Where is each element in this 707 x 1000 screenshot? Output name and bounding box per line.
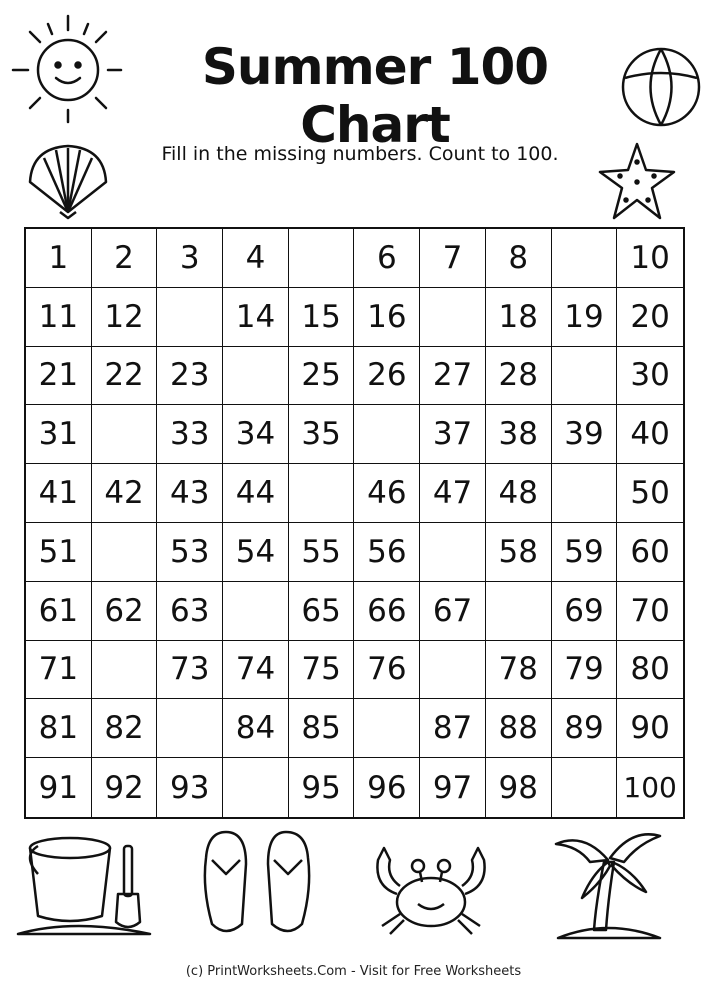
number-cell: 12 <box>92 288 158 347</box>
number-cell: 74 <box>223 641 289 700</box>
number-cell: 22 <box>92 347 158 406</box>
number-cell: 21 <box>26 347 92 406</box>
number-cell: 16 <box>354 288 420 347</box>
number-cell: 23 <box>157 347 223 406</box>
footer-credit: (c) PrintWorksheets.Com - Visit for Free Worksheets <box>185 964 522 979</box>
number-cell: 56 <box>354 523 420 582</box>
number-cell: 80 <box>617 641 683 700</box>
number-cell: 3 <box>157 229 223 288</box>
number-cell: 39 <box>552 405 618 464</box>
blank-cell[interactable] <box>420 288 486 347</box>
number-cell: 20 <box>617 288 683 347</box>
number-cell: 62 <box>92 582 158 641</box>
blank-cell[interactable] <box>552 229 618 288</box>
palm-tree-island-icon <box>548 822 668 944</box>
number-cell: 85 <box>289 699 355 758</box>
number-cell: 93 <box>157 758 223 817</box>
number-cell: 53 <box>157 523 223 582</box>
number-cell: 96 <box>354 758 420 817</box>
blank-cell[interactable] <box>289 464 355 523</box>
number-cell: 59 <box>552 523 618 582</box>
number-cell: 88 <box>486 699 552 758</box>
sun-icon <box>8 10 126 125</box>
blank-cell[interactable] <box>289 229 355 288</box>
number-cell: 6 <box>354 229 420 288</box>
number-cell: 42 <box>92 464 158 523</box>
number-cell: 73 <box>157 641 223 700</box>
number-cell: 71 <box>26 641 92 700</box>
blank-cell[interactable] <box>157 288 223 347</box>
number-cell: 54 <box>223 523 289 582</box>
number-cell: 48 <box>486 464 552 523</box>
number-cell: 37 <box>420 405 486 464</box>
number-cell: 89 <box>552 699 618 758</box>
number-cell: 14 <box>223 288 289 347</box>
number-cell: 25 <box>289 347 355 406</box>
blank-cell[interactable] <box>354 405 420 464</box>
hundred-chart-grid <box>24 227 685 819</box>
number-cell: 46 <box>354 464 420 523</box>
number-cell: 28 <box>486 347 552 406</box>
blank-cell[interactable] <box>552 464 618 523</box>
number-cell: 18 <box>486 288 552 347</box>
number-cell: 91 <box>26 758 92 817</box>
number-cell: 7 <box>420 229 486 288</box>
number-cell: 34 <box>223 405 289 464</box>
number-cell: 65 <box>289 582 355 641</box>
blank-cell[interactable] <box>486 582 552 641</box>
blank-cell[interactable] <box>92 523 158 582</box>
crab-icon <box>364 836 498 938</box>
number-cell: 11 <box>26 288 92 347</box>
number-cell: 10 <box>617 229 683 288</box>
number-cell: 38 <box>486 405 552 464</box>
number-cell: 75 <box>289 641 355 700</box>
number-cell: 67 <box>420 582 486 641</box>
blank-cell[interactable] <box>92 405 158 464</box>
blank-cell[interactable] <box>223 758 289 817</box>
blank-cell[interactable] <box>420 641 486 700</box>
number-cell: 33 <box>157 405 223 464</box>
beach-ball-icon <box>620 46 702 128</box>
number-cell: 41 <box>26 464 92 523</box>
number-cell: 15 <box>289 288 355 347</box>
instructions-text: Fill in the missing numbers. Count to 100. <box>161 143 559 165</box>
number-cell: 2 <box>92 229 158 288</box>
number-cell: 66 <box>354 582 420 641</box>
number-cell: 58 <box>486 523 552 582</box>
sand-bucket-shovel-icon <box>14 826 154 944</box>
number-cell: 81 <box>26 699 92 758</box>
blank-cell[interactable] <box>157 699 223 758</box>
number-cell: 4 <box>223 229 289 288</box>
number-cell: 1 <box>26 229 92 288</box>
blank-cell[interactable] <box>223 582 289 641</box>
number-cell: 100 <box>623 771 677 805</box>
number-cell: 97 <box>420 758 486 817</box>
number-cell: 8 <box>486 229 552 288</box>
blank-cell[interactable] <box>420 523 486 582</box>
page-title: Summer 100 Chart <box>201 38 549 154</box>
number-cell: 30 <box>617 347 683 406</box>
flip-flops-icon <box>198 828 316 940</box>
number-cell: 95 <box>289 758 355 817</box>
number-cell: 90 <box>617 699 683 758</box>
blank-cell[interactable] <box>552 758 618 817</box>
number-cell: 76 <box>354 641 420 700</box>
blank-cell[interactable] <box>223 347 289 406</box>
blank-cell[interactable] <box>92 641 158 700</box>
number-cell: 82 <box>92 699 158 758</box>
number-cell: 63 <box>157 582 223 641</box>
number-cell: 27 <box>420 347 486 406</box>
number-cell: 79 <box>552 641 618 700</box>
number-cell: 51 <box>26 523 92 582</box>
number-cell: 55 <box>289 523 355 582</box>
number-cell: 92 <box>92 758 158 817</box>
number-cell: 50 <box>617 464 683 523</box>
number-cell: 19 <box>552 288 618 347</box>
number-cell: 44 <box>223 464 289 523</box>
number-cell: 84 <box>223 699 289 758</box>
number-cell: 43 <box>157 464 223 523</box>
number-cell: 26 <box>354 347 420 406</box>
number-cell: 69 <box>552 582 618 641</box>
number-cell: 47 <box>420 464 486 523</box>
blank-cell[interactable] <box>354 699 420 758</box>
number-cell: 98 <box>486 758 552 817</box>
number-cell: 87 <box>420 699 486 758</box>
number-cell: 35 <box>289 405 355 464</box>
number-cell: 70 <box>617 582 683 641</box>
number-cell: 78 <box>486 641 552 700</box>
blank-cell[interactable] <box>552 347 618 406</box>
number-cell: 60 <box>617 523 683 582</box>
number-cell: 31 <box>26 405 92 464</box>
number-cell: 61 <box>26 582 92 641</box>
number-cell: 40 <box>617 405 683 464</box>
